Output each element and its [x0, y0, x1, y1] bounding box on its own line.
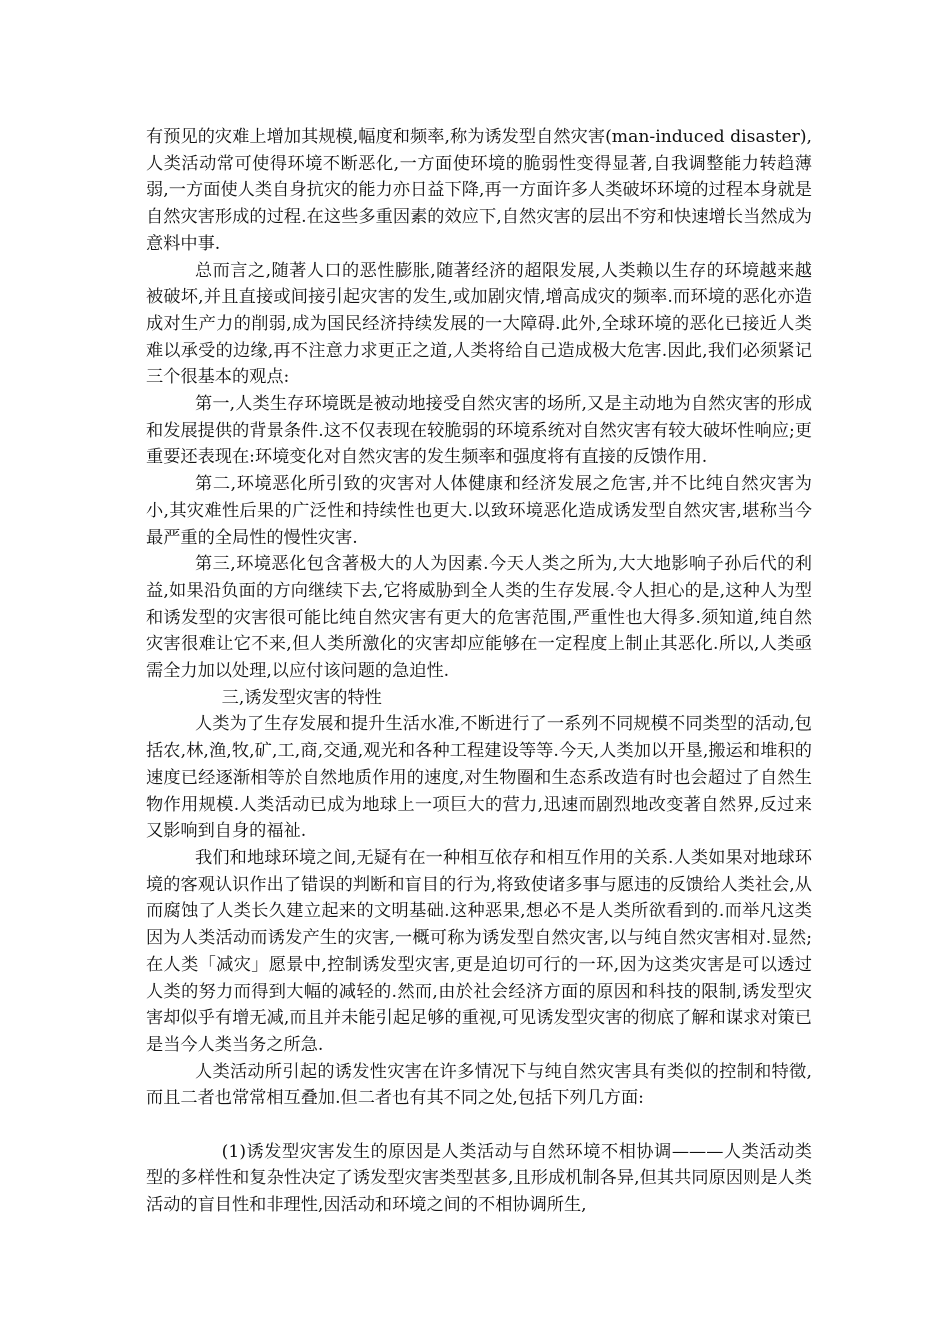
- blank-line: [146, 1112, 812, 1139]
- paragraph-earth-relationship: 我们和地球环境之间,无疑有在一种相互依存和相互作用的关系.人类如果对地球环境的客观认识作出了错误的判断和盲目的行为,将致使诸多事与愿违的反馈给人类社会,从而腐蚀了人类长久建立起来的文明基础.这种恶果,想必不是人类所欲看到的.而举凡这类因为人类活动而诱发产生的灾害,一概可称为诱发型自然灾害,以与纯自然灾害相对.显然;在人类「减灾」愿景中,控制诱发型灾害,更是迫切可行的一环,因为这类灾害是可以透过人类的努力而得到大幅的减轻的.然而,由於社会经济方面的原因和科技的限制,诱发型灾害却似乎有增无减,而且并未能引起足够的重视,可见诱发型灾害的彻底了解和谋求对策已是当今人类当务之所急.: [146, 847, 812, 1055]
- paragraph-differences: 人类活动所引起的诱发性灾害在许多情况下与纯自然灾害具有类似的控制和特徵,而且二者也常常相互叠加.但二者也有其不同之处,包括下列几方面:: [146, 1061, 812, 1109]
- section-heading: 三,诱发型灾害的特性: [221, 687, 382, 708]
- paragraph-point-one: 第一,人类生存环境既是被动地接受自然灾害的场所,又是主动地为自然灾害的形成和发展提供的背景条件.这不仅表现在较脆弱的环境系统对自然灾害有较大破坏性响应;更重要还表现在:环境变化对自然灾害的发生频率和强度将有直接的反馈作用.: [146, 394, 812, 468]
- paragraph-point-three: 第三,环境恶化包含著极大的人为因素.今天人类之所为,大大地影响子孙后代的利益,如果沿负面的方向继续下去,它将威胁到全人类的生存发展.令人担心的是,这种人为型和诱发型的灾害很可能比纯自然灾害有更大的危害范围,严重性也大得多.须知道,纯自然灾害很难让它不来,但人类所激化的灾害却应能够在一定程度上制止其恶化.所以,人类亟需全力加以处理,以应付该问题的急迫性.: [146, 554, 812, 682]
- paragraph-human-activities: 人类为了生存发展和提升生活水准,不断进行了一系列不同规模不同类型的活动,包括农,林,渔,牧,矿,工,商,交通,观光和各种工程建设等等.今天,人类加以开垦,搬运和堆积的速度已经逐渐相等於自然地质作用的速度,对生物圈和生态系改造有时也会超过了自然生物作用规模.人类活动已成为地球上一项巨大的营力,迅速而剧烈地改变著自然界,反过来又影响到自身的福祉.: [146, 714, 812, 842]
- list-item-one: (1)诱发型灾害发生的原因是人类活动与自然环境不相协调———人类活动类型的多样性和复杂性决定了诱发型灾害类型甚多,且形成机制各异,但其共同原因则是人类活动的盲目性和非理性,因活动和环境之间的不相协调所生,: [146, 1141, 812, 1216]
- document-page: [146, 124, 812, 1219]
- paragraph-continuation: 有预见的灾难上增加其规模,幅度和频率,称为诱发型自然灾害(man-induced disaster),人类活动常可使得环境不断恶化,一方面使环境的脆弱性变得显著,自我调整能力转趋薄弱,一方面使人类自身抗灾的能力亦日益下降,再一方面许多人类破坏环境的过程本身就是自然灾害形成的过程.在这些多重因素的效应下,自然灾害的层出不穷和快速增长当然成为意料中事.: [146, 127, 812, 254]
- paragraph-summary: 总而言之,随著人口的恶性膨胀,随著经济的超限发展,人类赖以生存的环境越来越被破坏,并且直接或间接引起灾害的发生,或加剧灾情,增高成灾的频率.而环境的恶化亦造成对生产力的削弱,成为国民经济持续发展的一大障碍.此外,全球环境的恶化已接近人类难以承受的边缘,再不注意力求更正之道,人类将给自己造成极大危害.因此,我们必须紧记三个很基本的观点:: [146, 260, 812, 388]
- paragraph-point-two: 第二,环境恶化所引致的灾害对人体健康和经济发展之危害,并不比纯自然灾害为小,其灾难性后果的广泛性和持续性也更大.以致环境恶化造成诱发型自然灾害,堪称当今最严重的全局性的慢性灾害.: [146, 474, 812, 548]
